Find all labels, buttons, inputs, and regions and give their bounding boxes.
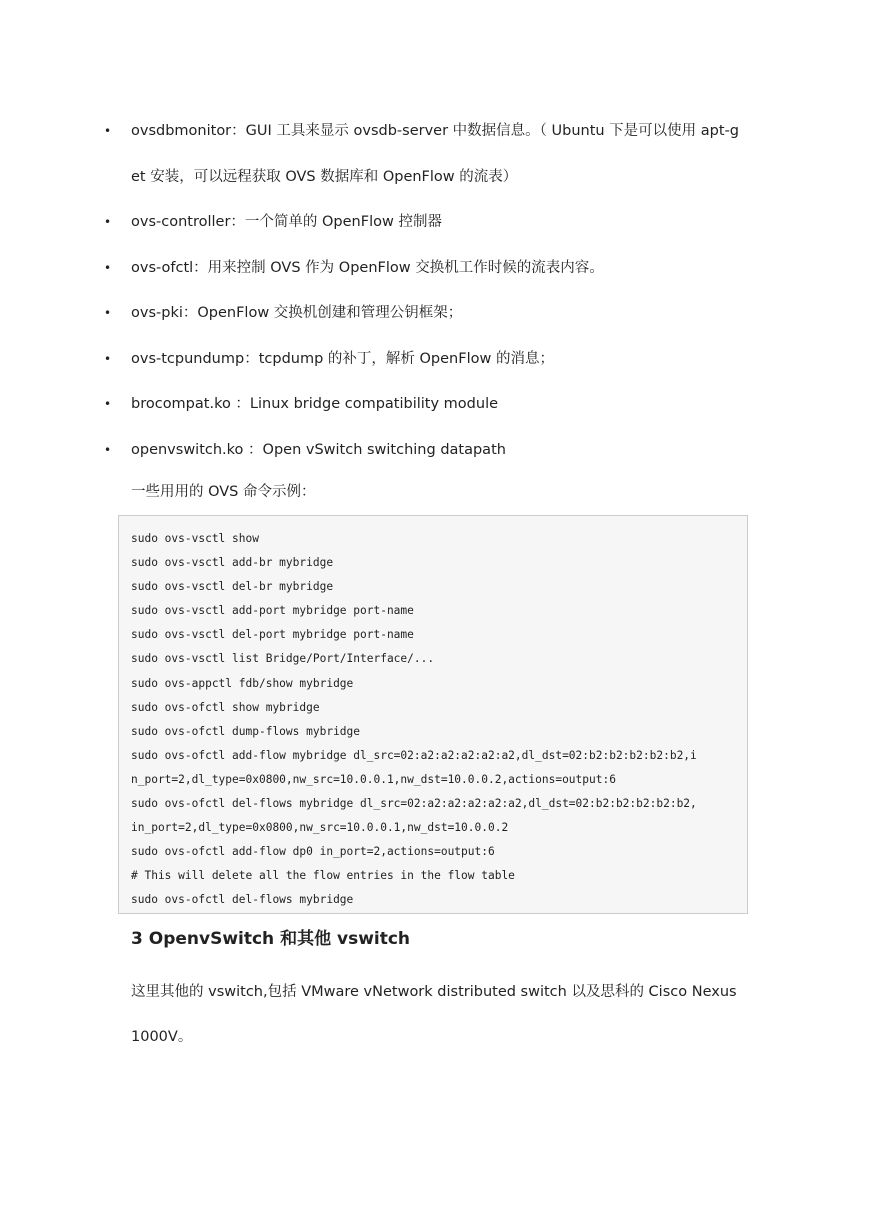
code-line: in_port=2,dl_type=0x0800,nw_src=10.0.0.1,nw_dst=10.0.0.2: [131, 821, 509, 835]
code-line: n_port=2,dl_type=0x0800,nw_src=10.0.0.1,nw_dst=10.0.0.2,actions=output:6: [131, 772, 616, 786]
bullet-icon: •: [104, 215, 112, 229]
bullet-icon: •: [104, 351, 112, 366]
bullet-text: ovs-controller：一个简单的 OpenFlow 控制器: [131, 214, 442, 230]
bullet-item-ovs-pki: [104, 291, 754, 337]
code-line: sudo ovs-vsctl list Bridge/Port/Interface/...: [131, 652, 435, 666]
bullet-text: ovs-pki：OpenFlow 交换机创建和管理公钥框架；: [131, 305, 463, 321]
code-line: sudo ovs-ofctl add-flow dp0 in_port=2,actions=output:6: [131, 845, 495, 859]
examples-intro: 一些用用的 OVS 命令示例：: [131, 484, 316, 500]
bullet-item-ovs-controller: [104, 200, 754, 246]
bullet-item-ovs-tcpundump: [104, 337, 754, 383]
bullet-text: ovs-ofctl：用来控制 OVS 作为 OpenFlow 交换机工作时候的流表内容。: [131, 259, 604, 276]
bullet-text: openvswitch.ko ：Open vSwitch switching datapath: [131, 441, 506, 458]
bullet-item-ovs-ofctl: [104, 246, 754, 292]
code-line: sudo ovs-vsctl del-br mybridge: [131, 580, 334, 594]
bullet-icon: •: [104, 260, 112, 275]
code-line: sudo ovs-ofctl add-flow mybridge dl_src=02:a2:a2:a2:a2:a2,dl_dst=02:b2:b2:b2:b2:b2,i: [131, 748, 697, 762]
bullet-text: ovsdbmonitor：GUI 工具来显示 ovsdb-server 中数据信息。（ Ubuntu 下是可以使用 apt-get 安装，可以远程获取 OVS 数据库和 OpenFlow 的流表）: [131, 123, 740, 185]
bullet-text: ovs-tcpundump：tcpdump 的补丁，解析 OpenFlow 的消息；: [131, 350, 554, 367]
bullet-icon: •: [104, 397, 112, 411]
code-line: # This will delete all the flow entries in the flow table: [131, 869, 515, 883]
bullet-icon: •: [104, 306, 112, 320]
bullet-icon: •: [104, 124, 112, 138]
bullet-item-brocompat: [104, 382, 754, 428]
section-heading: 3 OpenvSwitch 和其他 vswitch: [131, 929, 411, 949]
code-line: sudo ovs-vsctl del-port mybridge port-name: [131, 628, 414, 642]
code-line: sudo ovs-vsctl show: [131, 532, 259, 545]
bullet-item-ovsdbmonitor: [104, 109, 754, 200]
code-line: sudo ovs-vsctl add-br mybridge: [131, 556, 334, 570]
code-line: sudo ovs-ofctl del-flows mybridge: [131, 893, 354, 907]
code-line: sudo ovs-vsctl add-port mybridge port-name: [131, 604, 414, 618]
code-block[interactable]: [118, 515, 748, 914]
code-line: sudo ovs-ofctl dump-flows mybridge: [131, 724, 361, 738]
bullet-icon: •: [104, 442, 112, 457]
bullet-item-openvswitch: [104, 428, 754, 474]
tool-bullet-list: [104, 109, 754, 473]
code-line: sudo ovs-ofctl show mybridge: [131, 700, 320, 714]
section-paragraph: 这里其他的 vswitch,包括 VMware vNetwork distributed switch 以及思科的 Cisco Nexus 1000V。: [131, 984, 737, 1045]
code-line: sudo ovs-appctl fdb/show mybridge: [131, 676, 354, 690]
code-line: sudo ovs-ofctl del-flows mybridge dl_src=02:a2:a2:a2:a2:a2,dl_dst=02:b2:b2:b2:b2:b2,: [131, 797, 697, 811]
bullet-text: brocompat.ko ：Linux bridge compatibility module: [131, 396, 499, 412]
